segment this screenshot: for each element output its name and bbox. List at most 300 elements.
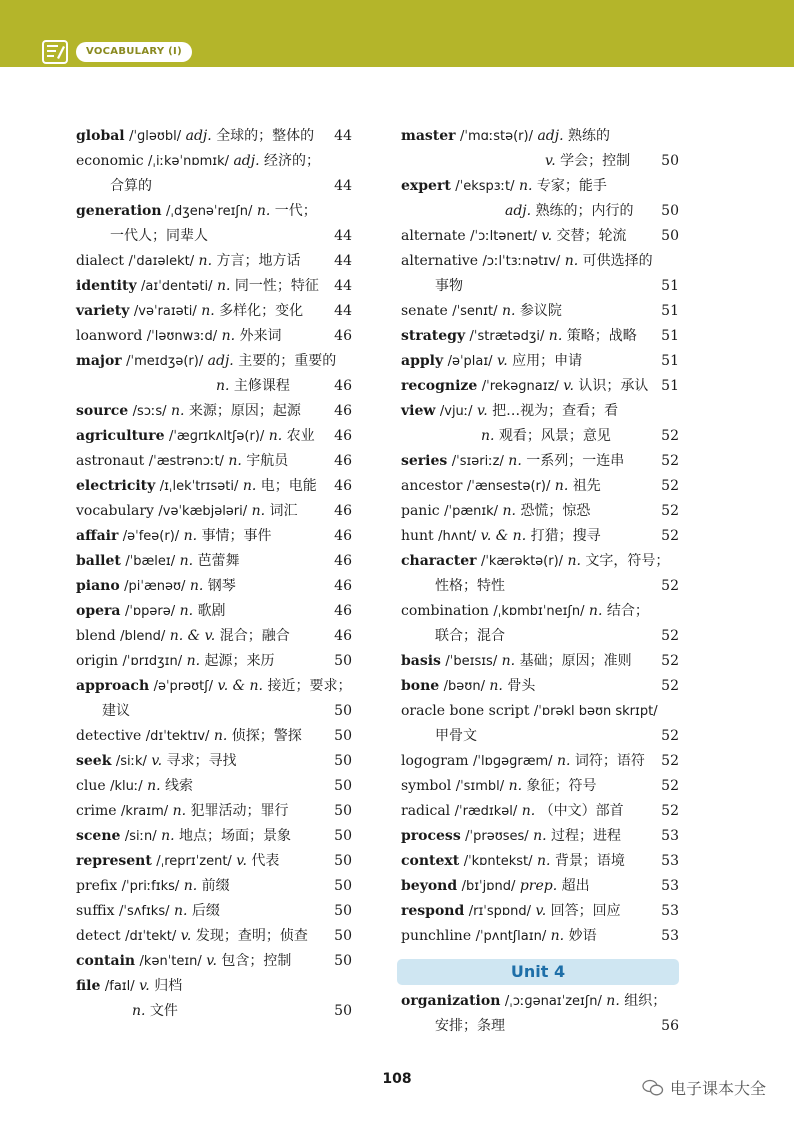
definition: 应用；申请	[512, 353, 583, 369]
part-of-speech: n.	[201, 303, 215, 319]
part-of-speech: adj.	[505, 203, 532, 219]
entry-line	[76, 174, 352, 199]
vocab-entry	[76, 799, 352, 824]
definition: 背景；语境	[554, 853, 625, 869]
page-ref: 46	[334, 403, 352, 419]
entry-line	[401, 174, 679, 199]
vocab-entry	[76, 324, 352, 349]
entry-line	[76, 124, 352, 149]
headword: detective	[76, 728, 142, 744]
page-ref: 44	[334, 303, 352, 319]
entry-line	[401, 699, 679, 724]
entry-line	[76, 299, 352, 324]
phonetic: /piˈænəʊ/	[124, 579, 186, 594]
part-of-speech: n.	[147, 778, 161, 794]
vocab-entry	[76, 649, 352, 674]
entry-line	[401, 424, 679, 449]
phonetic: /ˈɒpərə/	[124, 604, 176, 619]
page-ref: 50	[334, 878, 352, 894]
entry-line	[401, 274, 679, 299]
page-ref: 52	[661, 453, 679, 469]
phonetic: /ˈrekəɡnaɪz/	[481, 379, 559, 394]
headword: organization	[401, 993, 501, 1009]
watermark	[642, 1076, 766, 1099]
headword: oracle bone script	[401, 703, 530, 719]
headword: file	[76, 978, 101, 994]
headword: strategy	[401, 328, 466, 344]
vocab-entry	[401, 674, 679, 699]
part-of-speech: n.	[588, 603, 603, 619]
definition: 电；电能	[260, 478, 317, 494]
phonetic: /vəˈkæbjələri/	[158, 504, 248, 519]
part-of-speech: n.	[537, 853, 551, 869]
part-of-speech: v.	[139, 978, 150, 994]
entry-line	[401, 524, 679, 549]
phonetic: /kənˈteɪn/	[139, 954, 202, 969]
definition: 犯罪活动；罪行	[190, 803, 289, 819]
part-of-speech: v.	[563, 378, 574, 394]
definition: 前缀	[201, 878, 230, 894]
part-of-speech: adj.	[233, 153, 260, 169]
definition: 侦探；警探	[231, 728, 302, 744]
vocab-entry	[401, 524, 679, 549]
definition: 主要的；重要的	[238, 353, 337, 369]
entry-line	[401, 989, 679, 1014]
phonetic: /ˈmɑːstə(r)/	[459, 129, 533, 144]
entry-line	[76, 224, 352, 249]
page-ref: 44	[334, 228, 352, 244]
phonetic: /dɪˈtektɪv/	[145, 729, 210, 744]
headword: respond	[401, 903, 465, 919]
phonetic: /ˈkɒntekst/	[463, 854, 533, 869]
definition: 来源；原因；起源	[188, 403, 301, 419]
entry-line	[401, 724, 679, 749]
entry-line	[76, 599, 352, 624]
vocab-entry	[401, 474, 679, 499]
entry-line	[401, 299, 679, 324]
headword: master	[401, 128, 456, 144]
entry-line	[76, 874, 352, 899]
page-ref: 52	[661, 503, 679, 519]
part-of-speech: n.	[172, 803, 187, 819]
page-ref: 50	[661, 228, 679, 244]
definition: 策略；战略	[566, 328, 637, 344]
page-ref: 53	[661, 853, 679, 869]
headword: logogram	[401, 753, 469, 769]
vocab-entry	[401, 599, 679, 649]
definition: 学会；控制	[560, 153, 631, 169]
vocab-entry	[401, 649, 679, 674]
page-ref: 53	[661, 828, 679, 844]
vocab-entry	[76, 249, 352, 274]
phonetic: /əˈprəʊtʃ/	[153, 679, 214, 694]
part-of-speech: n.	[564, 253, 579, 269]
entry-line	[401, 899, 679, 924]
page-ref: 53	[661, 878, 679, 894]
page-ref: 46	[334, 328, 352, 344]
page-ref: 50	[334, 1003, 352, 1019]
definition: 打猎；搜寻	[530, 528, 601, 544]
definition: 起源；来历	[204, 653, 275, 669]
wechat-icon	[642, 1079, 664, 1097]
watermark-text: 电子课本大全	[669, 1079, 766, 1098]
phonetic: /ˈdaɪəlekt/	[128, 254, 195, 269]
page-ref: 50	[334, 728, 352, 744]
part-of-speech: n.	[533, 828, 547, 844]
part-of-speech: n.	[554, 478, 569, 494]
part-of-speech: n.	[256, 203, 271, 219]
phonetic: /kluː/	[110, 779, 143, 794]
vocab-entry	[401, 989, 679, 1039]
vocab-entry	[401, 799, 679, 824]
phonetic: /ˈsenɪt/	[452, 304, 498, 319]
vocab-entry	[76, 574, 352, 599]
vocab-entry	[76, 149, 352, 199]
page-ref: 46	[334, 503, 352, 519]
page-ref: 52	[661, 628, 679, 644]
vocab-entry	[76, 399, 352, 424]
entry-line	[401, 749, 679, 774]
definition: 钢琴	[207, 578, 236, 594]
headword: ancestor	[401, 478, 463, 494]
entry-line	[76, 324, 352, 349]
phonetic: /ˈɒrəkl bəʊn skrɪpt/	[533, 704, 658, 719]
part-of-speech: adj.	[207, 353, 234, 369]
page-ref: 51	[661, 303, 679, 319]
definition: 熟练的；内行的	[535, 203, 634, 219]
vocab-entry	[76, 924, 352, 949]
part-of-speech: v.	[545, 153, 556, 169]
page-ref: 52	[661, 778, 679, 794]
entry-line	[401, 874, 679, 899]
phonetic: /siːn/	[124, 829, 157, 844]
vocab-entry	[76, 749, 352, 774]
definition: 多样化；变化	[219, 303, 304, 319]
entry-line	[76, 949, 352, 974]
part-of-speech: n.	[567, 553, 581, 569]
part-of-speech: n.	[161, 828, 175, 844]
part-of-speech: n.	[268, 428, 283, 444]
entry-line	[76, 824, 352, 849]
page-number: 108	[382, 1071, 412, 1087]
definition: 合算的	[110, 178, 152, 194]
vocab-entry	[401, 249, 679, 299]
definition: 一代；	[274, 203, 317, 219]
part-of-speech: n.	[198, 253, 213, 269]
headword: expert	[401, 178, 451, 194]
page-ref: 52	[661, 478, 679, 494]
entry-line	[401, 849, 679, 874]
vocabulary-book-icon	[42, 40, 68, 64]
vocab-entry	[401, 399, 679, 449]
vocab-entry	[401, 124, 679, 174]
phonetic: /əˈplaɪ/	[447, 354, 493, 369]
vocab-entry	[76, 499, 352, 524]
definition: 安排；条理	[435, 1018, 505, 1034]
entry-line	[76, 274, 352, 299]
page-ref: 50	[334, 703, 352, 719]
headword: loanword	[76, 328, 143, 344]
page-ref: 51	[661, 328, 679, 344]
entry-line	[401, 124, 679, 149]
phonetic: /ˌiːkəˈnɒmɪk/	[148, 154, 229, 169]
definition: 词汇	[269, 503, 298, 519]
definition: 方言；地方话	[216, 253, 301, 269]
headword: affair	[76, 528, 119, 544]
entry-line	[76, 349, 352, 374]
page-ref: 46	[334, 628, 352, 644]
part-of-speech: n.	[251, 503, 266, 519]
definition: 联合；混合	[435, 628, 505, 644]
definition: 包含；控制	[221, 953, 292, 969]
phonetic: /sɔːs/	[132, 404, 167, 419]
entry-line	[401, 624, 679, 649]
vocab-entry	[76, 949, 352, 974]
section-badge: VOCABULARY (I)	[76, 42, 192, 62]
vocab-entry	[76, 724, 352, 749]
definition: （中文）部首	[539, 803, 624, 819]
part-of-speech: n.	[508, 778, 523, 794]
vocab-entry	[401, 874, 679, 899]
entry-line	[401, 824, 679, 849]
page-ref: 51	[661, 278, 679, 294]
definition: 结合；	[606, 603, 649, 619]
definition: 文字，符号；	[585, 553, 670, 569]
entry-line	[76, 549, 352, 574]
definition: 宇航员	[246, 453, 289, 469]
definition: 性格；特性	[435, 578, 505, 594]
headword: identity	[76, 278, 137, 294]
part-of-speech: n.	[518, 178, 533, 194]
entry-line	[76, 574, 352, 599]
phonetic: /aɪˈdentəti/	[141, 279, 213, 294]
page-ref: 52	[661, 578, 679, 594]
headword: electricity	[76, 478, 156, 494]
definition: 超出	[561, 878, 590, 894]
definition: 外来词	[239, 328, 282, 344]
vocab-entry	[76, 474, 352, 499]
header-bar	[0, 0, 794, 67]
vocab-entry	[76, 449, 352, 474]
definition: 熟练的	[568, 128, 610, 144]
definition: 全球的；整体的	[216, 128, 315, 144]
page-ref: 50	[334, 778, 352, 794]
page-ref: 44	[334, 253, 352, 269]
page-ref: 51	[661, 378, 679, 394]
entry-line	[401, 674, 679, 699]
page-ref: 46	[334, 578, 352, 594]
phonetic: /ˈsɪmbl/	[455, 779, 505, 794]
phonetic: /ˈbæleɪ/	[125, 554, 176, 569]
part-of-speech: v.	[206, 953, 217, 969]
definition: 发现；查明；侦查	[195, 928, 308, 944]
part-of-speech: v.	[535, 903, 547, 919]
vocab-entry	[401, 549, 679, 599]
headword: generation	[76, 203, 162, 219]
vocab-entry	[76, 349, 352, 399]
entry-line	[401, 149, 679, 174]
headword: alternative	[401, 253, 479, 269]
part-of-speech: n.	[228, 453, 242, 469]
vocab-entry	[76, 299, 352, 324]
vocab-entry	[76, 874, 352, 899]
phonetic: /ˈɔːltəneɪt/	[470, 229, 537, 244]
page-ref: 52	[661, 678, 679, 694]
definition: 组织；	[624, 993, 667, 1009]
page-ref: 46	[334, 453, 352, 469]
phonetic: /blend/	[120, 629, 166, 644]
vocab-entry	[76, 974, 352, 1024]
headword: major	[76, 353, 122, 369]
phonetic: /rɪˈspɒnd/	[468, 904, 531, 919]
entry-line	[401, 574, 679, 599]
entry-line	[76, 724, 352, 749]
entry-line	[76, 424, 352, 449]
page-ref: 51	[661, 353, 679, 369]
definition: 骨头	[507, 678, 536, 694]
headword: agriculture	[76, 428, 165, 444]
phonetic: /siːk/	[115, 754, 147, 769]
vocab-entry	[76, 624, 352, 649]
entry-line	[401, 599, 679, 624]
page-ref: 46	[334, 478, 352, 494]
phonetic: /ˈləʊnwɜːd/	[146, 329, 218, 344]
vocab-entry	[76, 524, 352, 549]
page-ref: 44	[334, 128, 352, 144]
headword: source	[76, 403, 129, 419]
headword: panic	[401, 503, 440, 519]
page-ref: 44	[334, 178, 352, 194]
definition: 文件	[149, 1003, 178, 1019]
part-of-speech: adj.	[537, 128, 564, 144]
part-of-speech: n.	[521, 803, 536, 819]
headword: scene	[76, 828, 121, 844]
phonetic: /ˈsɪəriːz/	[451, 454, 504, 469]
phonetic: /ˈmeɪdʒə(r)/	[126, 354, 204, 369]
entry-line	[401, 549, 679, 574]
definition: 一代人；同辈人	[110, 228, 208, 244]
definition: 代表	[251, 853, 280, 869]
phonetic: /kraɪm/	[121, 804, 169, 819]
phonetic: /ˈpriːfɪks/	[121, 879, 180, 894]
definition: 芭蕾舞	[197, 553, 240, 569]
vocab-entry	[76, 774, 352, 799]
entry-line	[76, 449, 352, 474]
entry-line	[401, 924, 679, 949]
phonetic: /ˈæstrənɔːt/	[148, 454, 224, 469]
entry-line	[401, 449, 679, 474]
entry-line	[76, 524, 352, 549]
part-of-speech: n.	[213, 728, 228, 744]
vocab-entry	[401, 699, 679, 749]
definition: 后缀	[191, 903, 220, 919]
entry-line	[76, 474, 352, 499]
entry-line	[76, 624, 352, 649]
headword: piano	[76, 578, 120, 594]
phonetic: /ˈpænɪk/	[444, 504, 499, 519]
part-of-speech: n.	[481, 428, 495, 444]
entry-line	[401, 374, 679, 399]
entry-line	[76, 674, 352, 699]
headword: radical	[401, 803, 451, 819]
page-ref: 50	[334, 903, 352, 919]
definition: 寻求；寻找	[166, 753, 237, 769]
entry-line	[401, 399, 679, 424]
headword: context	[401, 853, 460, 869]
vocab-entry	[76, 424, 352, 449]
entry-line	[76, 199, 352, 224]
page-ref: 52	[661, 428, 679, 444]
definition: 妙语	[568, 928, 597, 944]
phonetic: /vjuː/	[439, 404, 473, 419]
headword: recognize	[401, 378, 478, 394]
page-ref: 52	[661, 528, 679, 544]
headword: suffix	[76, 903, 115, 919]
vocab-entry	[401, 174, 679, 224]
vocab-entry	[76, 599, 352, 624]
page-ref: 53	[661, 928, 679, 944]
part-of-speech: n.	[501, 653, 516, 669]
entry-line	[76, 399, 352, 424]
vocab-entry	[76, 674, 352, 724]
vocab-entry	[401, 899, 679, 924]
vocab-entry	[76, 899, 352, 924]
part-of-speech: v.	[497, 353, 508, 369]
definition: 词符；语符	[574, 753, 645, 769]
page-ref: 53	[661, 903, 679, 919]
part-of-speech: n.	[189, 578, 204, 594]
headword: symbol	[401, 778, 452, 794]
entry-line	[401, 649, 679, 674]
entry-line	[76, 899, 352, 924]
phonetic: /bɪˈjɒnd/	[461, 879, 516, 894]
headword: astronaut	[76, 453, 145, 469]
phonetic: /ˈsʌfɪks/	[118, 904, 170, 919]
definition: 专家；能手	[536, 178, 607, 194]
headword: punchline	[401, 928, 472, 944]
part-of-speech: n.	[170, 403, 185, 419]
right-column	[401, 124, 679, 1039]
part-of-speech: n.	[242, 478, 257, 494]
page-ref: 50	[334, 853, 352, 869]
part-of-speech: n.	[216, 378, 230, 394]
headword: global	[76, 128, 125, 144]
phonetic: /ˈænsestə(r)/	[466, 479, 551, 494]
part-of-speech: n.	[216, 278, 231, 294]
page-ref: 50	[334, 753, 352, 769]
entry-line	[401, 499, 679, 524]
page-ref: 50	[334, 653, 352, 669]
definition: 混合；融合	[219, 628, 290, 644]
vocab-entry	[76, 824, 352, 849]
part-of-speech: v. & n.	[217, 678, 263, 694]
part-of-speech: n.	[556, 753, 571, 769]
part-of-speech: n.	[179, 603, 194, 619]
definition: 恐慌；惊恐	[520, 503, 591, 519]
vocab-entry	[76, 199, 352, 249]
phonetic: /vəˈraɪəti/	[133, 304, 197, 319]
headword: opera	[76, 603, 121, 619]
vocab-entry	[401, 824, 679, 849]
phonetic: /ˈrædɪkəl/	[454, 804, 518, 819]
definition: 事情；事件	[201, 528, 272, 544]
headword: represent	[76, 853, 152, 869]
phonetic: /əˈfeə(r)/	[122, 529, 180, 544]
definition: 接近；要求；	[267, 678, 352, 694]
phonetic: /ˌreprɪˈzent/	[156, 854, 232, 869]
part-of-speech: v. & n.	[480, 528, 527, 544]
entry-line	[401, 1014, 679, 1039]
